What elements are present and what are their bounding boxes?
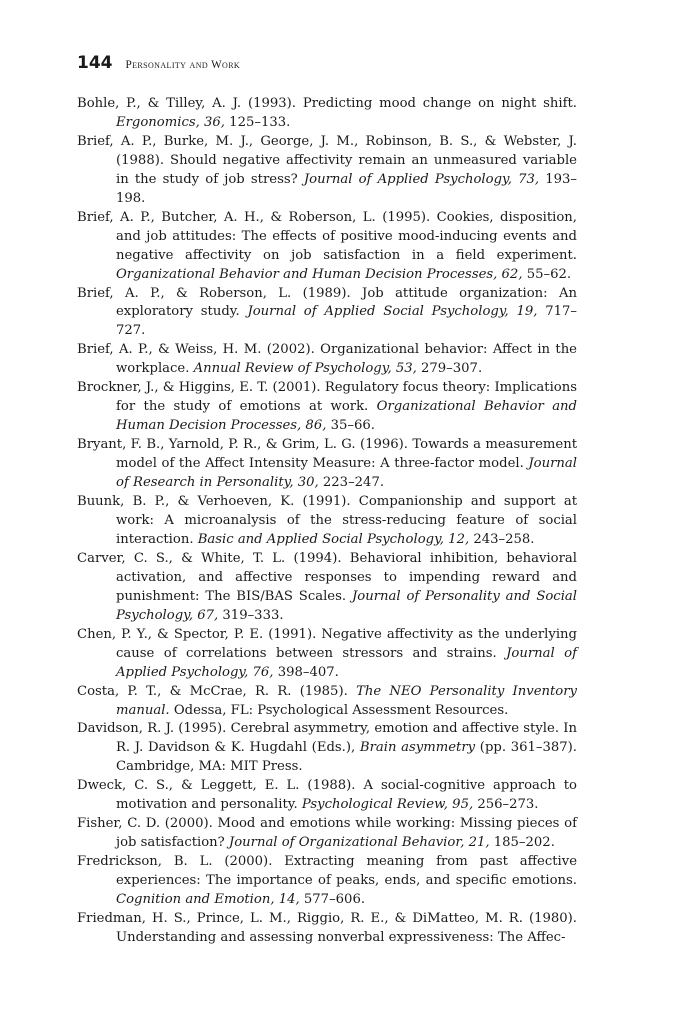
reference-entry <box>77 720 577 777</box>
ref-text: Davidson, R. J. (1995). Cerebral asymmetry, emotion and affective style. In R. J. Davidson & K. Hugdahl (Eds.), <box>77 721 577 756</box>
ref-text: Chen, P. Y., & Spector, P. E. (1991). Negative affectivity as the underlying cause of correlations between stressors and strains. <box>77 626 577 661</box>
ref-source: Psychological Review, 95, <box>301 797 474 813</box>
reference-entry <box>77 777 577 815</box>
ref-text: Bohle, P., & Tilley, A. J. (1993). Predicting mood change on night shift. <box>77 96 577 111</box>
ref-pages: 279–307. <box>416 361 483 377</box>
reference-entry <box>77 341 577 379</box>
ref-text: Brief, A. P., & Weiss, H. M. (2002). Organizational behavior: Affect in the workplace. <box>77 342 577 377</box>
running-head <box>77 53 240 77</box>
ref-source: Journal of Applied Social Psychology, 19, <box>247 304 538 320</box>
ref-source: Journal of Applied Psychology, 76, <box>116 645 578 680</box>
ref-source: The NEO Personality Inventory manual. <box>116 683 578 718</box>
ref-pages: 193–198. <box>116 171 577 206</box>
ref-pages: 319–333. <box>218 607 284 623</box>
ref-text: Fredrickson, B. L. (2000). Extracting meaning from past affective experiences: The importance of peaks, ends, and specific emotions. <box>77 854 577 889</box>
ref-text: Bryant, F. B., Yarnold, P. R., & Grim, L. G. (1996). Towards a measurement model of the Affect Intensity Measure: A three-factor model. <box>77 437 577 472</box>
ref-source: Ergonomics, 36, <box>116 114 225 130</box>
ref-pages: (pp. 361–387). Cambridge, MA: MIT Press. <box>116 740 577 775</box>
ref-source: Organizational Behavior and Human Decision Processes, 62, <box>116 266 523 282</box>
ref-pages: 717–727. <box>116 304 578 339</box>
ref-text: Carver, C. S., & White, T. L. (1994). Behavioral inhibition, behavioral activation, and affective responses to impending reward and punishment: The BIS/BAS Scales. <box>77 550 577 604</box>
ref-pages: 35–66. <box>326 418 375 434</box>
ref-pages: 577–606. <box>299 892 366 908</box>
ref-source: Journal of Organizational Behavior, 21, <box>228 835 490 851</box>
ref-text: Costa, P. T., & McCrae, R. R. (1985). <box>77 683 357 699</box>
ref-pages: 125–133. <box>224 114 291 130</box>
reference-entry <box>77 493 577 550</box>
ref-source: Annual Review of Psychology, 53, <box>193 361 417 377</box>
book-title: Personality and Work <box>125 59 241 71</box>
reference-entry <box>77 626 577 683</box>
ref-source: Basic and Applied Social Psychology, 12, <box>197 531 470 547</box>
ref-pages: Odessa, FL: Psychological Assessment Resources. <box>169 702 509 718</box>
ref-pages: 185–202. <box>489 835 555 851</box>
ref-text: Dweck, C. S., & Leggett, E. L. (1988). A social-cognitive approach to motivation and personality. <box>77 778 577 813</box>
page-number: 144 <box>77 53 113 73</box>
ref-text: Brief, A. P., Burke, M. J., George, J. M., Robinson, B. S., & Webster, J. (1988). Should negative affectivity remain an unmeasured variable in the study of job stress? <box>77 133 577 187</box>
ref-text: Brief, A. P., Butcher, A. H., & Roberson, L. (1995). Cookies, disposition, and job attitudes: The effects of positive mood-inducing events and negative affectivity on job satisfaction in a field experiment. <box>77 209 577 263</box>
ref-pages: 223–247. <box>318 475 385 491</box>
reference-entry <box>77 853 577 910</box>
ref-pages: 55–62. <box>522 266 572 282</box>
ref-pages: 243–258. <box>469 531 535 547</box>
ref-source: Journal of Research in Personality, 30, <box>116 456 577 491</box>
reference-list <box>77 95 577 948</box>
reference-entry <box>77 379 577 436</box>
ref-source: Brain asymmetry <box>359 740 476 756</box>
ref-pages: 398–407. <box>273 664 339 680</box>
ref-source: Organizational Behavior and Human Decision Processes, 86, <box>116 399 577 434</box>
ref-text: Friedman, H. S., Prince, L. M., Riggio, R. E., & DiMatteo, M. R. (1980). Understanding and assessing nonverbal expressiveness: The Affec- <box>77 910 577 945</box>
ref-text: Buunk, B. P., & Verhoeven, K. (1991). Companionship and support at work: A microanalysis of the stress-reducing feature of social interaction. <box>77 494 577 547</box>
ref-text: Brief, A. P., & Roberson, L. (1989). Job attitude organization: An exploratory study. <box>77 285 577 320</box>
ref-text: Brockner, J., & Higgins, E. T. (2001). Regulatory focus theory: Implications for the study of emotions at work. <box>77 380 577 415</box>
reference-entry <box>77 550 577 626</box>
reference-entry <box>77 683 577 721</box>
reference-entry <box>77 95 577 133</box>
reference-entry <box>77 910 577 948</box>
ref-source: Cognition and Emotion, 14, <box>116 892 300 908</box>
reference-entry <box>77 815 577 853</box>
ref-source: Journal of Personality and Social Psychology, 67, <box>116 588 577 623</box>
reference-entry <box>77 436 577 493</box>
reference-entry <box>77 285 577 342</box>
reference-entry <box>77 133 577 209</box>
ref-source: Journal of Applied Psychology, 73, <box>303 171 540 187</box>
reference-entry <box>77 209 577 285</box>
ref-text: Fisher, C. D. (2000). Mood and emotions while working: Missing pieces of job satisfaction? <box>77 816 577 851</box>
ref-pages: 256–273. <box>473 797 539 813</box>
